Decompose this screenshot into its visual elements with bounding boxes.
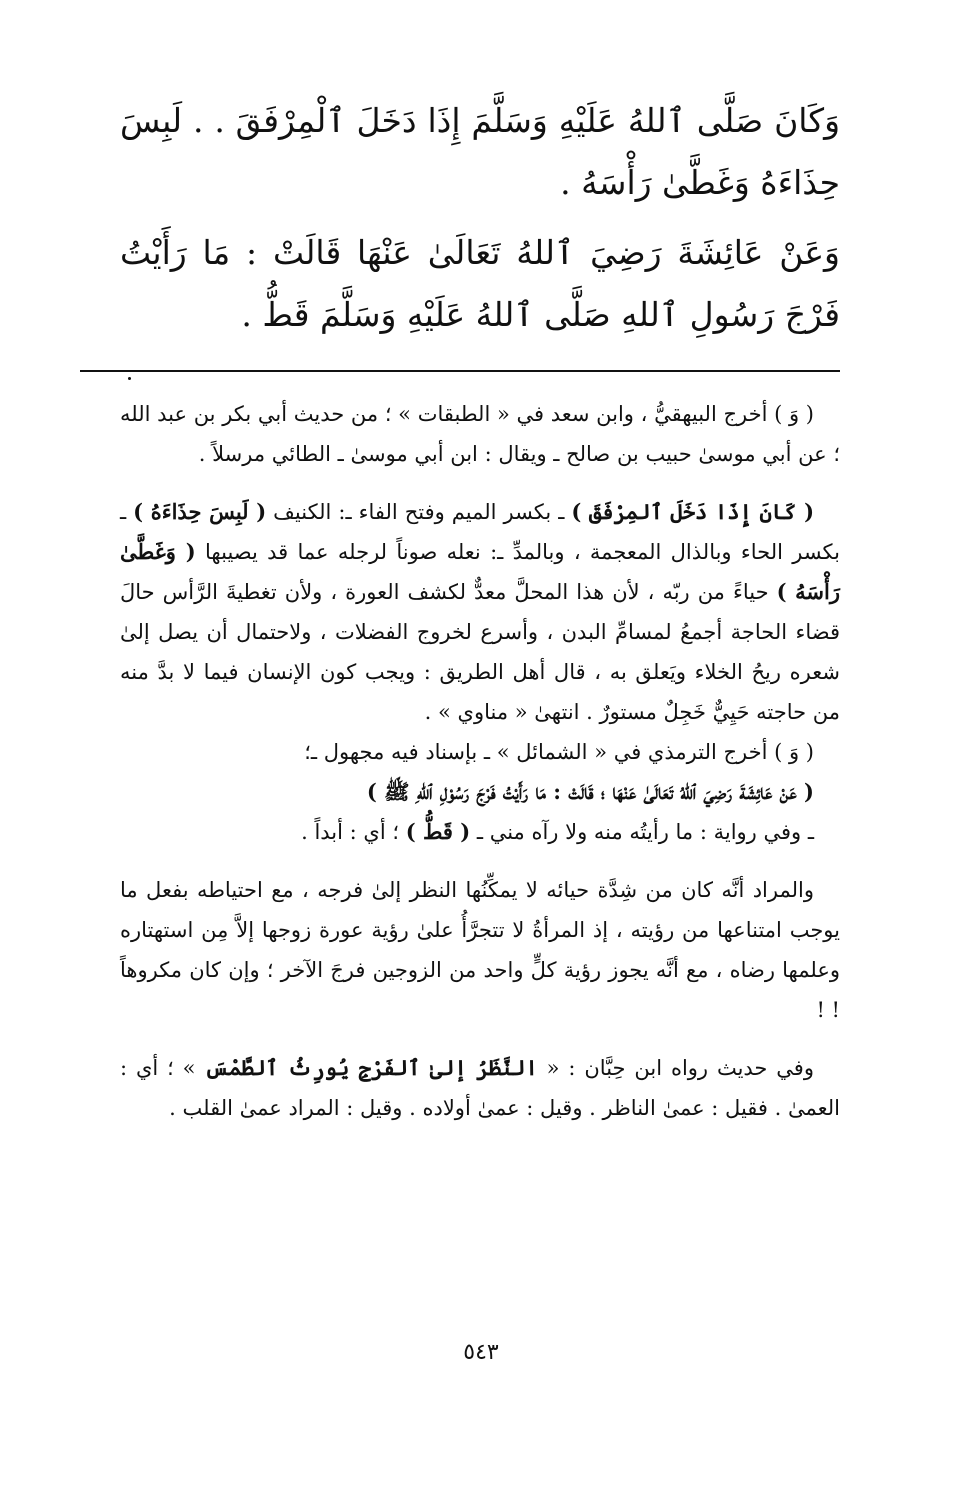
commentary-paragraph-7 — [120, 1048, 840, 1128]
separator-dot — [128, 377, 131, 380]
commentary-text: حياءً من ربّه ، لأن هذا المحلَّ معدٌّ لكشف العورة ، ولأن تغطيةَ الرَّأس حالَ قضاء الحاجة أجمعُ لمسامِّ البدن ، وأسرع لخروج الفضلات ، ولاحتمال أن يصل إلىٰ شعره ريحُ الخلاء ويَعلق به ، قال أهل الطريق : ويجب كون الإنسان فيما لا بدَّ منه من حاجته حَيِيٌّ خَجِلٌ مستورٌ . انتهىٰ « مناوي » . — [120, 580, 840, 724]
page-number: ٥٤٣ — [463, 1340, 499, 1365]
commentary-text: ـ بكسر الميم وفتح الفاء ـ: الكنيف — [266, 500, 572, 524]
footnote-separator — [80, 370, 840, 372]
main-paragraph-2: وَعَنْ عَائِشَةَ رَضِيَ ٱللهُ تَعَالَىٰ عَنْهَا قَالَتْ : مَا رَأَيْتُ فَرْجَ رَسُولِ ٱللهِ صَلَّى ٱللهُ عَلَيْهِ وَسَلَّمَ قَطُّ . — [120, 233, 840, 334]
commentary-paragraph-6: والمراد أنَّه كان من شِدَّة حيائه لا يمكِّنُها النظر إلىٰ فرجه ، مع احتياطه بفعل ما يوجب امتناعها من رؤيته ، إذ المرأةُ لا تتجرَّأُ علىٰ رؤية عورة زوجها إلاَّ مِن استهتاره وعلمها رضاه ، مع أنَّه يجوز رؤية كلٍّ واحد من الزوجين فرجَ الآخر ؛ وإن كان مكروهاً ! ! — [120, 878, 840, 1022]
commentary-quote: ( قَطُّ ) — [405, 819, 471, 844]
page-body — [120, 90, 840, 1128]
commentary-paragraph-3: ( وَ ) أخرج الترمذي في « الشمائل » ـ بإسناد فيه مجهول ـ؛ — [304, 740, 814, 764]
commentary-text: ـ وفي رواية : ما رأيتُه منه ولا رآه مني ـ — [470, 820, 814, 844]
commentary-paragraph-5 — [120, 812, 840, 852]
commentary-text: » ؛ أي : العمىٰ . فقيل : عمىٰ الناظر . وقيل : عمىٰ أولاده . وقيل : المراد عمىٰ القلب . — [120, 1056, 840, 1120]
commentary-text: ؛ أي : أبداً . — [301, 820, 406, 844]
commentary-quote: ( كَانَ إِذَا دَخَلَ ٱلمِرْفَقَ ) — [571, 499, 815, 524]
commentary-text: وفي حديث رواه ابن حِبَّان : « — [537, 1056, 814, 1080]
commentary-text: ـ بكسر الحاء وبالذال المعجمة ، وبالمدِّ ـ: نعله صوناً لرجله عما قد يصيبها — [120, 500, 840, 564]
main-paragraph-1: وَكَانَ صَلَّى ٱللهُ عَلَيْهِ وَسَلَّمَ إِذَا دَخَلَ ٱلْمِرْفَقَ . . لَبِسَ حِذَاءَهُ وَغَطَّىٰ رَأْسَهُ . — [120, 101, 840, 202]
commentary-paragraph-2 — [120, 492, 840, 732]
commentary-quote: النَّظَرُ إلىٰ ٱلفَرْجِ يُورِثُ ٱلطَّمْسَ — [204, 1055, 538, 1080]
commentary-quote: ( وَغَطَّىٰ رَأْسَهُ ) — [120, 539, 840, 604]
commentary-paragraph-1: ( وَ ) أخرج البيهقيُّ ، وابن سعد في « الطبقات » ؛ من حديث أبي بكر بن عبد الله ؛ عن أبي موسىٰ حبيب بن صالح ـ ويقال : ابن أبي موسىٰ ـ الطائي مرسلاً . — [120, 402, 840, 466]
commentary-paragraph-4: ( عَنْ عَائِشَةَ رَضِيَ ٱللهُ تَعَالَىٰ عَنْهَا ؛ قَالَتْ : مَا رَأَيْتُ فَرْجَ رَسُوْلِ ٱللهِ ﷺ ) — [366, 779, 814, 804]
commentary-quote: ( لَبِسَ حِذَاءَهُ ) — [133, 499, 267, 524]
